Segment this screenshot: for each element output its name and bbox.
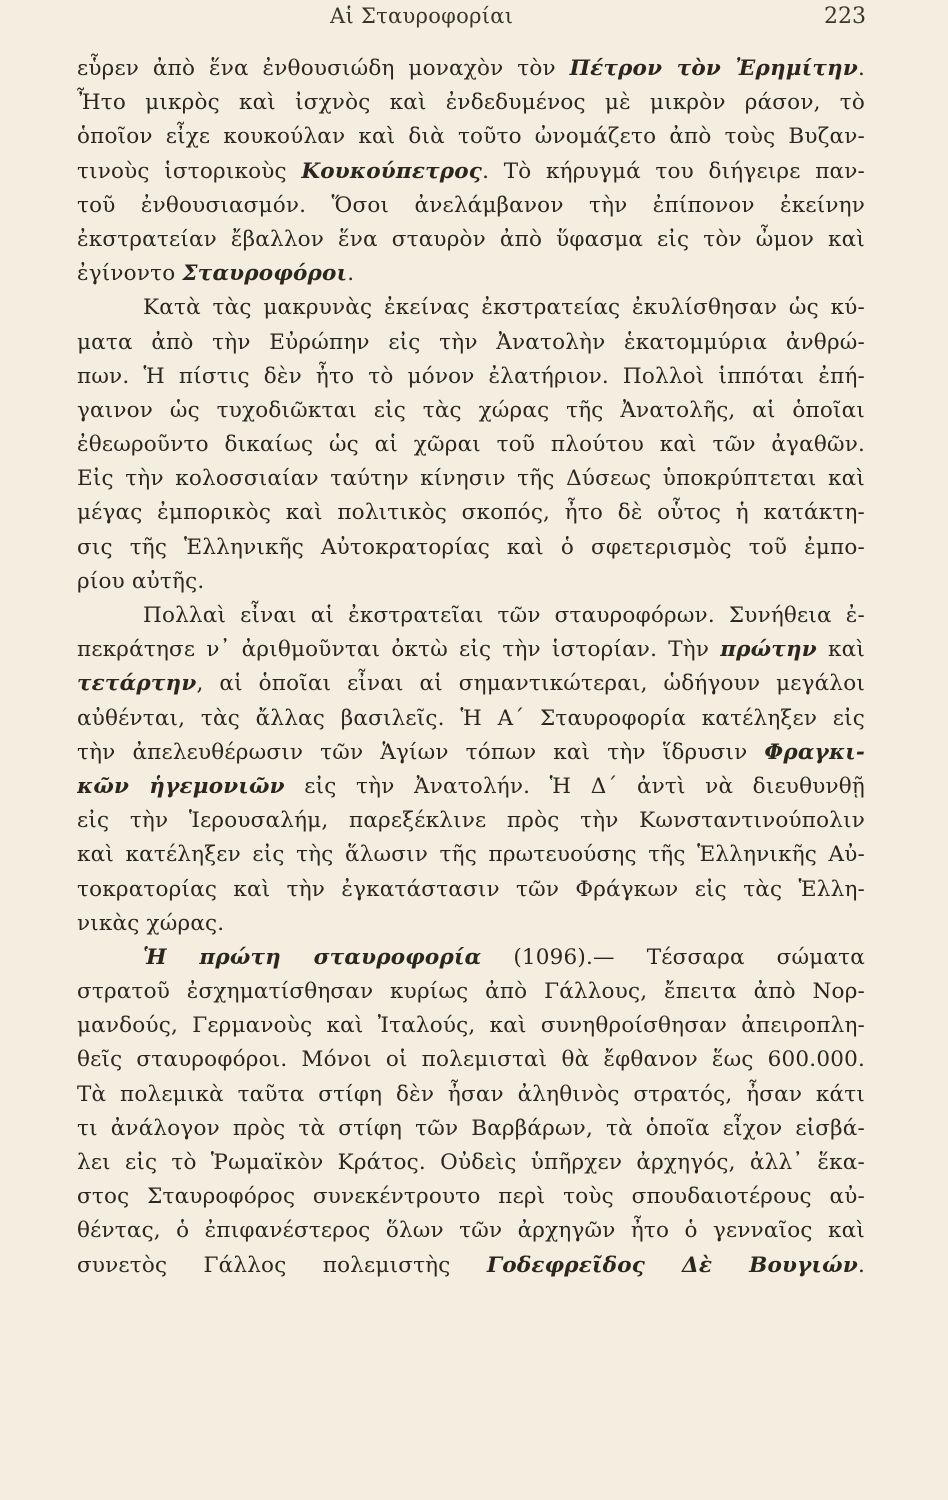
text-line: γαινον ὡς τυχοδιῶκται εἰς τὰς χώρας τῆς Ἀνατολῆς, αἱ ὁποῖαι	[77, 397, 865, 423]
text-line: πων. Ἡ πίστις δὲν ἦτο τὸ μόνον ἐλατήριον. Πολλοὶ ἱππόται ἐπή-	[77, 363, 865, 389]
section-heading-line: Ἡ πρώτη σταυροφορία (1096).— Τέσσαρα σώματα	[143, 944, 865, 970]
text-line: ἐγίνοντο Σταυροφόροι.	[77, 261, 355, 287]
text-line: ἐθεωροῦντο δικαίως ὡς αἱ χῶραι τοῦ πλούτου καὶ τῶν ἀγαθῶν.	[77, 432, 865, 458]
text-line: τὴν ἀπελευθέρωσιν τῶν Ἁγίων τόπων καὶ τὴν ἵδρυσιν Φραγκι-	[77, 739, 865, 765]
text-line: μανδούς, Γερμανοὺς καὶ Ἰταλούς, καὶ συνηθροίσθησαν ἀπειροπλη-	[77, 1013, 865, 1039]
text-line: θέντας, ὁ ἐπιφανέστερος ὅλων τῶν ἀρχηγῶν ἦτο ὁ γενναῖος καὶ	[77, 1218, 865, 1244]
emphasis: πρώτην	[720, 637, 817, 663]
text-line: ματα ἀπὸ τὴν Εὐρώπην εἰς τὴν Ἀνατολὴν ἑκατομμύρια ἀνθρώ-	[77, 329, 865, 355]
emphasis: Σταυροφόροι	[182, 261, 348, 287]
text-line: τοκρατορίας καὶ τὴν ἐγκατάστασιν τῶν Φράγκων εἰς τὰς Ἑλλη-	[77, 876, 865, 902]
text-line: εὗρεν ἀπὸ ἕνα ἐνθουσιώδη μοναχὸν τὸν Πέτρον τὸν Ἐρημίτην.	[77, 56, 865, 81]
emphasis: Φραγκι-	[764, 739, 865, 765]
text-line: νικὰς χώρας.	[77, 910, 225, 936]
text-line: πεκράτησε ν᾿ ἀριθμοῦνται ὀκτὼ εἰς τὴν ἱστορίαν. Τὴν πρώτην καὶ	[77, 637, 865, 663]
text-line: Κατὰ τὰς μακρυνὰς ἐκείνας ἐκστρατείας ἐκυλίσθησαν ὡς κύ-	[143, 295, 865, 321]
text-line: θεῖς σταυροφόροι. Μόνοι οἱ πολεμισταὶ θὰ ἔφθανον ἕως 600.000.	[77, 1047, 865, 1073]
text-line: Εἰς τὴν κολοσσιαίαν ταύτην κίνησιν τῆς Δύσεως ὑποκρύπτεται καὶ	[77, 466, 865, 492]
text-line: ρίου αὐτῆς.	[77, 568, 205, 594]
text-line: Πολλαὶ εἶναι αἱ ἐκστρατεῖαι τῶν σταυροφόρων. Συνήθεια ἐ-	[143, 603, 865, 628]
text-line: στος Σταυροφόρος συνεκέντρουτο περὶ τοὺς σπουδαιοτέρους αὐ-	[77, 1184, 865, 1210]
running-title: Αἱ Σταυροφορίαι	[330, 4, 514, 28]
text-line: αὐθένται, τὰς ἄλλας βασιλεῖς. Ἡ Α΄ Σταυροφορία κατέληξεν εἰς	[77, 705, 865, 731]
text-line: τετάρτην, αἱ ὁποῖαι εἶναι αἱ σημαντικώτεραι, ὡδήγουν μεγάλοι	[77, 671, 865, 697]
page-number: 223	[824, 4, 866, 29]
text-line: ὁποῖον εἶχε κουκούλαν καὶ διὰ τοῦτο ὠνομάζετο ἀπὸ τοὺς Βυζαν-	[77, 124, 865, 150]
text-line: Ἦτο μικρὸς καὶ ἰσχνὸς καὶ ἐνδεδυμένος μὲ μικρὸν ράσον, τὸ	[77, 90, 865, 116]
text-line: καὶ κατέληξεν εἰς τὴς ἅλωσιν τῆς πρωτευούσης τῆς Ἑλληνικῆς Αὐ-	[77, 842, 865, 868]
emphasis: κῶν ἡγεμονιῶν	[77, 773, 285, 799]
body-text	[77, 52, 865, 1283]
section-heading: Ἡ πρώτη σταυροφορία	[143, 944, 482, 970]
emphasis: Πέτρον τὸν Ἐρημίτην	[569, 56, 858, 81]
text-line: ἐκστρατείαν ἔβαλλον ἕνα σταυρὸν ἀπὸ ὕφασμα εἰς τὸν ὦμον καὶ	[77, 226, 865, 252]
text-line: τι ἀνάλογον πρὸς τὰ στίφη τῶν Βαρβάρων, τὰ ὁποῖα εἶχον εἰσβά-	[77, 1115, 865, 1141]
emphasis: τετάρτην	[77, 671, 197, 697]
text-line: συνετὸς Γάλλος πολεμιστὴς Γοδεφρεῖδος Δὲ Βουγιών.	[77, 1252, 865, 1278]
text-line: στρατοῦ ἐσχηματίσθησαν κυρίως ἀπὸ Γάλλους, ἔπειτα ἀπὸ Νορ-	[77, 979, 865, 1005]
text-line: εἰς τὴν Ἱερουσαλήμ, παρεξέκλινε πρὸς τὴν Κωνσταντινούπολιν	[77, 808, 865, 834]
text-line: τοῦ ἐνθουσιασμόν. Ὅσοι ἀνελάμβανον τὴν ἐπίπονον ἐκείνην	[77, 192, 865, 218]
text-line: λει εἰς τὸ Ῥωμαϊκὸν Κράτος. Οὐδεὶς ὑπῆρχεν ἀρχηγός, ἀλλ᾿ ἕκα-	[77, 1150, 865, 1175]
text-line: σις τῆς Ἑλληνικῆς Αὐτοκρατορίας καὶ ὁ σφετερισμὸς τοῦ ἐμπο-	[77, 534, 865, 560]
emphasis: Γοδεφρεῖδος Δὲ Βουγιών	[486, 1252, 858, 1278]
text-line: κῶν ἡγεμονιῶν εἰς τὴν Ἀνατολήν. Ἡ Δ΄ ἀντὶ νὰ διευθυνθῇ	[77, 773, 865, 799]
text-line: τινοὺς ἱστορικοὺς Κουκούπετρος. Τὸ κήρυγμά του διήγειρε παν-	[77, 158, 865, 184]
text-line: Τὰ πολεμικὰ ταῦτα στίφη δὲν ἦσαν ἀληθινὸς στρατός, ἦσαν κάτι	[77, 1081, 865, 1107]
emphasis: Κουκούπετρος	[301, 158, 483, 184]
text-line: μέγας ἐμπορικὸς καὶ πολιτικὸς σκοπός, ἦτο δὲ οὗτος ἡ κατάκτη-	[77, 500, 865, 526]
